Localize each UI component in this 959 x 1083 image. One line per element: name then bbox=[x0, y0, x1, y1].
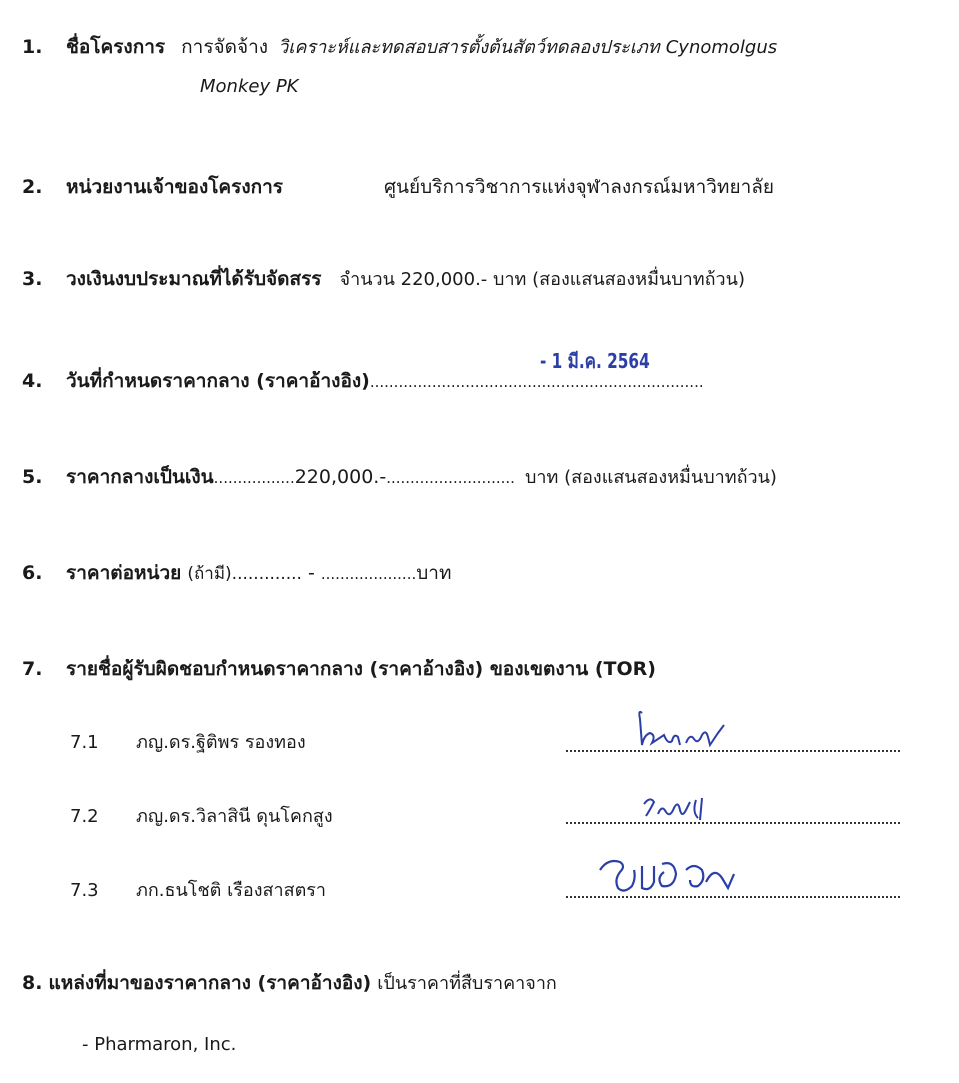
item7-label: รายชื่อผู้รับผิดชอบกำหนดราคากลาง (ราคาอ้างอิง) ของเขตงาน (TOR) bbox=[66, 658, 656, 680]
item3-label: วงเงินงบประมาณที่ได้รับจัดสรร bbox=[66, 268, 322, 290]
signature-line-2 bbox=[566, 822, 900, 824]
item6-suffix: บาท bbox=[416, 562, 452, 584]
item1-line bbox=[66, 36, 777, 59]
item1-number: 1. bbox=[22, 36, 43, 58]
item5-amount: 220,000.- bbox=[294, 466, 387, 488]
signature-2 bbox=[640, 792, 720, 824]
item6-label: ราคาต่อหน่วย bbox=[66, 562, 182, 584]
item1-title-en-2: Monkey PK bbox=[200, 76, 299, 97]
item1-prefix: การจัดจ้าง bbox=[181, 36, 269, 58]
item4-line bbox=[66, 370, 704, 393]
item3-value: จำนวน 220,000.- บาท (สองแสนสองหมื่นบาทถ้วน) bbox=[339, 269, 745, 290]
item4-dots: ...................................................................... bbox=[369, 373, 704, 391]
item8-label: แหล่งที่มาของราคากลาง (ราคาอ้างอิง) bbox=[48, 972, 372, 994]
item8-text: เป็นราคาที่สืบราคาจาก bbox=[377, 973, 557, 994]
item6-line bbox=[66, 562, 452, 585]
item2-number: 2. bbox=[22, 176, 43, 198]
person-3-number: 7.3 bbox=[70, 880, 99, 901]
person-3-name: ภก.ธนโชติ เรืองสาสตรา bbox=[136, 880, 327, 901]
item6-number: 6. bbox=[22, 562, 43, 584]
item5-label: ราคากลางเป็นเงิน bbox=[66, 466, 214, 488]
item2-value: ศูนย์บริการวิชาการแห่งจุฬาลงกรณ์มหาวิทยาลัย bbox=[384, 176, 775, 198]
date-stamp: - 1 มี.ค. 2564 bbox=[540, 349, 650, 373]
item5-suffix: บาท (สองแสนสองหมื่นบาทถ้วน) bbox=[524, 467, 777, 488]
person-1-number: 7.1 bbox=[70, 732, 99, 753]
person-2-name: ภญ.ดร.วิลาสินี ดุนโคกสูง bbox=[136, 806, 333, 827]
item5-dots-before: ................. bbox=[213, 469, 295, 487]
item1-label: ชื่อโครงการ bbox=[66, 36, 166, 58]
item3-number: 3. bbox=[22, 268, 43, 290]
item4-label: วันที่กำหนดราคากลาง (ราคาอ้างอิง) bbox=[66, 370, 370, 392]
item1-title-en-1: Cynomolgus bbox=[665, 37, 778, 58]
item8-line bbox=[22, 972, 557, 995]
item8-source: - Pharmaron, Inc. bbox=[82, 1034, 237, 1055]
item5-line bbox=[66, 466, 777, 489]
item8-number: 8. bbox=[22, 972, 43, 994]
item7-number: 7. bbox=[22, 658, 43, 680]
item5-dots-after: ........................... bbox=[386, 469, 515, 487]
item1-title-thai: วิเคราะห์และทดสอบสารตั้งต้นสัตว์ทดลองประเภท bbox=[278, 37, 660, 58]
signature-3 bbox=[594, 852, 744, 898]
item2-label: หน่วยงานเจ้าของโครงการ bbox=[66, 176, 283, 198]
signature-1 bbox=[628, 705, 738, 755]
item3-line bbox=[66, 268, 745, 291]
person-1-name: ภญ.ดร.ฐิติพร รองทอง bbox=[136, 732, 306, 753]
item6-dots-after: .................... bbox=[320, 565, 417, 583]
person-2-number: 7.2 bbox=[70, 806, 99, 827]
item5-number: 5. bbox=[22, 466, 43, 488]
item4-number: 4. bbox=[22, 370, 43, 392]
item6-note: (ถ้ามี)............. bbox=[187, 564, 302, 584]
item6-value: - bbox=[301, 562, 321, 584]
